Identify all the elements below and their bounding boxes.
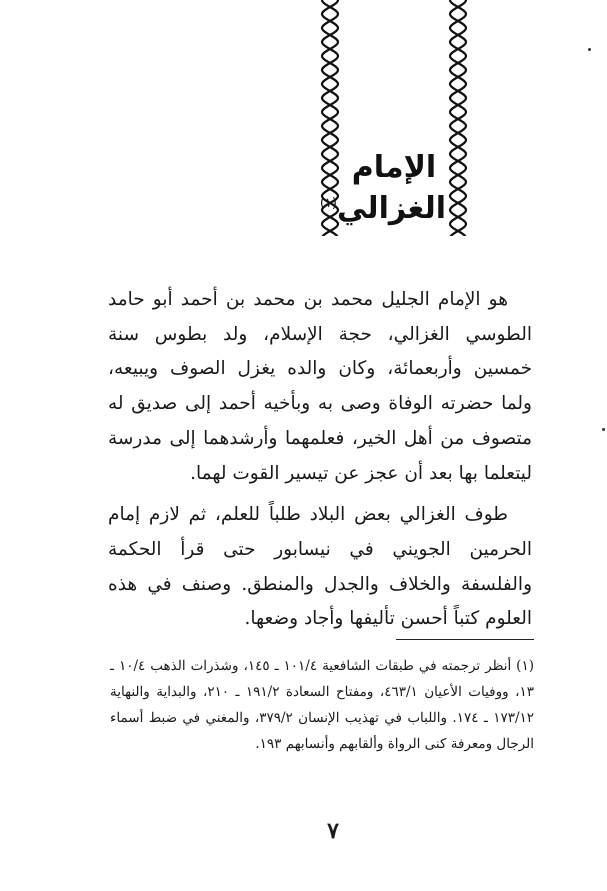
title-line-2-text: الغزالي [336, 191, 446, 226]
footnote: (١) أنظر ترجمته في طبقات الشافعية ١٠١/٤ ـ ١٤٥، وشذرات الذهب ١٠/٤ ـ ١٣، ووفيات الأعيان ٤٦٣/١، ومفتاح السعادة ١٩١/٢ ـ ٢١٠، والبداية والنهاية ١٧٣/١٢ ـ ١٧٤. واللباب في تهذيب الإنسان ٣٧٩/٢، والمغني في ضبط أسماء الرجال ومعرفة كنى الرواة وألقابهم وأنسابهم ١٩٣. [110, 658, 534, 752]
title-footnote-marker[interactable]: (١) [319, 196, 337, 211]
title-banner [318, 0, 470, 236]
title-line-2 [319, 186, 446, 227]
title-line-1: الإمام [351, 150, 437, 185]
paragraph-2: طوف الغزالي بعض البلاد طلباً للعلم، ثم لازم إمام الحرمين الجويني في نيسابور حتى قرأ الحكمة والفلسفة والخلاف والجدل والمنطق. وصنف في هذه العلوم كتباً أحسن تأليفها وأجاد وضعها. [108, 504, 532, 630]
braid-ornament-right [446, 0, 470, 236]
body-text [108, 283, 532, 637]
scan-speck-top [588, 48, 591, 51]
paragraph-1: هو الإمام الجليل محمد بن محمد بن أحمد أبو حامد الطوسي الغزالي، حجة الإسلام، ولد بطوس سنة خمسين وأربعمائة، وكان والده يغزل الصوف ويبيعه، ولما حضرته الوفاة وصى به وبأخيه أحمد إلى صديق له متصوف من أهل الخير، فعلمهما وأرشدهما إلى مدرسة ليتعلما بها بعد أن عجز عن تيسير القوت لهما. [108, 289, 532, 484]
footnote-divider [396, 639, 534, 640]
scan-speck-middle [602, 428, 605, 431]
chapter-title [319, 150, 446, 227]
page-number: ٧ [327, 818, 339, 844]
